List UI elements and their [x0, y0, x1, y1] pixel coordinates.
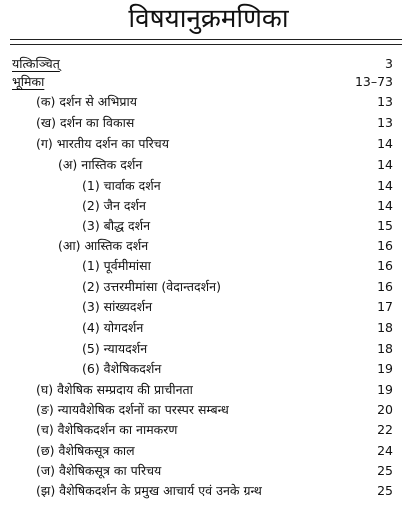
toc-entry-label: (ङ) न्यायवैशेषिक दर्शनों का परस्पर सम्बन्ध [36, 402, 229, 417]
toc-entry [0, 236, 417, 255]
toc-entry-page: 16 [377, 238, 393, 253]
toc-entry-label: (ख) दर्शन का विकास [36, 115, 135, 130]
toc-entry [0, 481, 417, 500]
toc-entry-page: 16 [377, 258, 393, 273]
toc-entry-label: (झ) वैशेषिकदर्शन के प्रमुख आचार्य एवं उनके ग्रन्थ [36, 483, 262, 498]
toc-entry-label: (ज) वैशेषिकसूत्र का परिचय [36, 463, 162, 478]
toc-entry-label: (क) दर्शन से अभिप्राय [36, 94, 137, 109]
toc-entry-page: 13 [377, 115, 393, 130]
toc-entry-label: (4) योगदर्शन [82, 320, 144, 335]
toc-entry-label: (3) सांख्यदर्शन [82, 299, 153, 314]
toc-entry-label: (6) वैशेषिकदर्शन [82, 361, 162, 376]
toc-entry [0, 72, 417, 91]
toc-entry-label: (3) बौद्ध दर्शन [82, 218, 151, 233]
toc-entry-label: (घ) वैशेषिक सम्प्रदाय की प्राचीनता [36, 382, 193, 397]
toc-entry-page: 18 [377, 341, 393, 356]
toc-entry-page: 19 [377, 361, 393, 376]
toc-entry-label: (1) पूर्वमीमांसा [82, 258, 151, 273]
toc-entry-page: 14 [377, 136, 393, 151]
toc-entry-page: 20 [377, 402, 393, 417]
toc-entry-label: (ग) भारतीय दर्शन का परिचय [36, 136, 169, 151]
toc-entry [0, 461, 417, 480]
toc-entry-page: 25 [377, 483, 393, 498]
toc-entry [0, 318, 417, 337]
toc-entry-page: 24 [377, 443, 393, 458]
toc-entry-page: 19 [377, 382, 393, 397]
toc-entry-label: (आ) आस्तिक दर्शन [58, 238, 149, 253]
toc-entry-page: 14 [377, 178, 393, 193]
toc-entry [0, 196, 417, 215]
toc-entry [0, 113, 417, 132]
toc-entry [0, 380, 417, 399]
toc-entry-page: 22 [377, 422, 393, 437]
toc-entry-label: यत्किञ्चित् [12, 56, 60, 71]
toc-entry [0, 441, 417, 460]
toc-entry [0, 256, 417, 275]
toc-entry-label: (अ) नास्तिक दर्शन [58, 157, 143, 172]
toc-entry [0, 176, 417, 195]
toc-entry [0, 277, 417, 296]
toc-entry [0, 134, 417, 153]
toc-entry [0, 359, 417, 378]
toc-entry [0, 297, 417, 316]
toc-entry-label: (2) जैन दर्शन [82, 198, 146, 213]
toc-entry-page: 14 [377, 198, 393, 213]
toc-entry-label: (च) वैशेषिकदर्शन का नामकरण [36, 422, 178, 437]
toc-entry-page: 14 [377, 157, 393, 172]
toc-entry-label: भूमिका [12, 74, 45, 89]
toc-entry-page: 15 [377, 218, 393, 233]
toc-entry [0, 216, 417, 235]
toc-entry [0, 155, 417, 174]
toc-entry [0, 400, 417, 419]
toc-entry-page: 3 [385, 56, 393, 71]
toc-entry-page: 17 [377, 299, 393, 314]
toc-entry-page: 25 [377, 463, 393, 478]
toc-entry-label: (5) न्यायदर्शन [82, 341, 148, 356]
toc-entry-label: (छ) वैशेषिकसूत्र काल [36, 443, 135, 458]
toc-entry [0, 92, 417, 111]
toc-entry [0, 339, 417, 358]
toc-entry [0, 54, 417, 73]
toc-entry [0, 420, 417, 439]
toc-entry-page: 13–73 [354, 74, 393, 89]
toc-entry-page: 16 [377, 279, 393, 294]
toc-entry-label: (1) चार्वाक दर्शन [82, 178, 161, 193]
toc-entry-page: 13 [377, 94, 393, 109]
toc-entry-page: 18 [377, 320, 393, 335]
page-title: विषयानुक्रमणिका [128, 4, 289, 34]
toc-entry-label: (2) उत्तरमीमांसा (वेदान्तदर्शन) [82, 279, 221, 294]
